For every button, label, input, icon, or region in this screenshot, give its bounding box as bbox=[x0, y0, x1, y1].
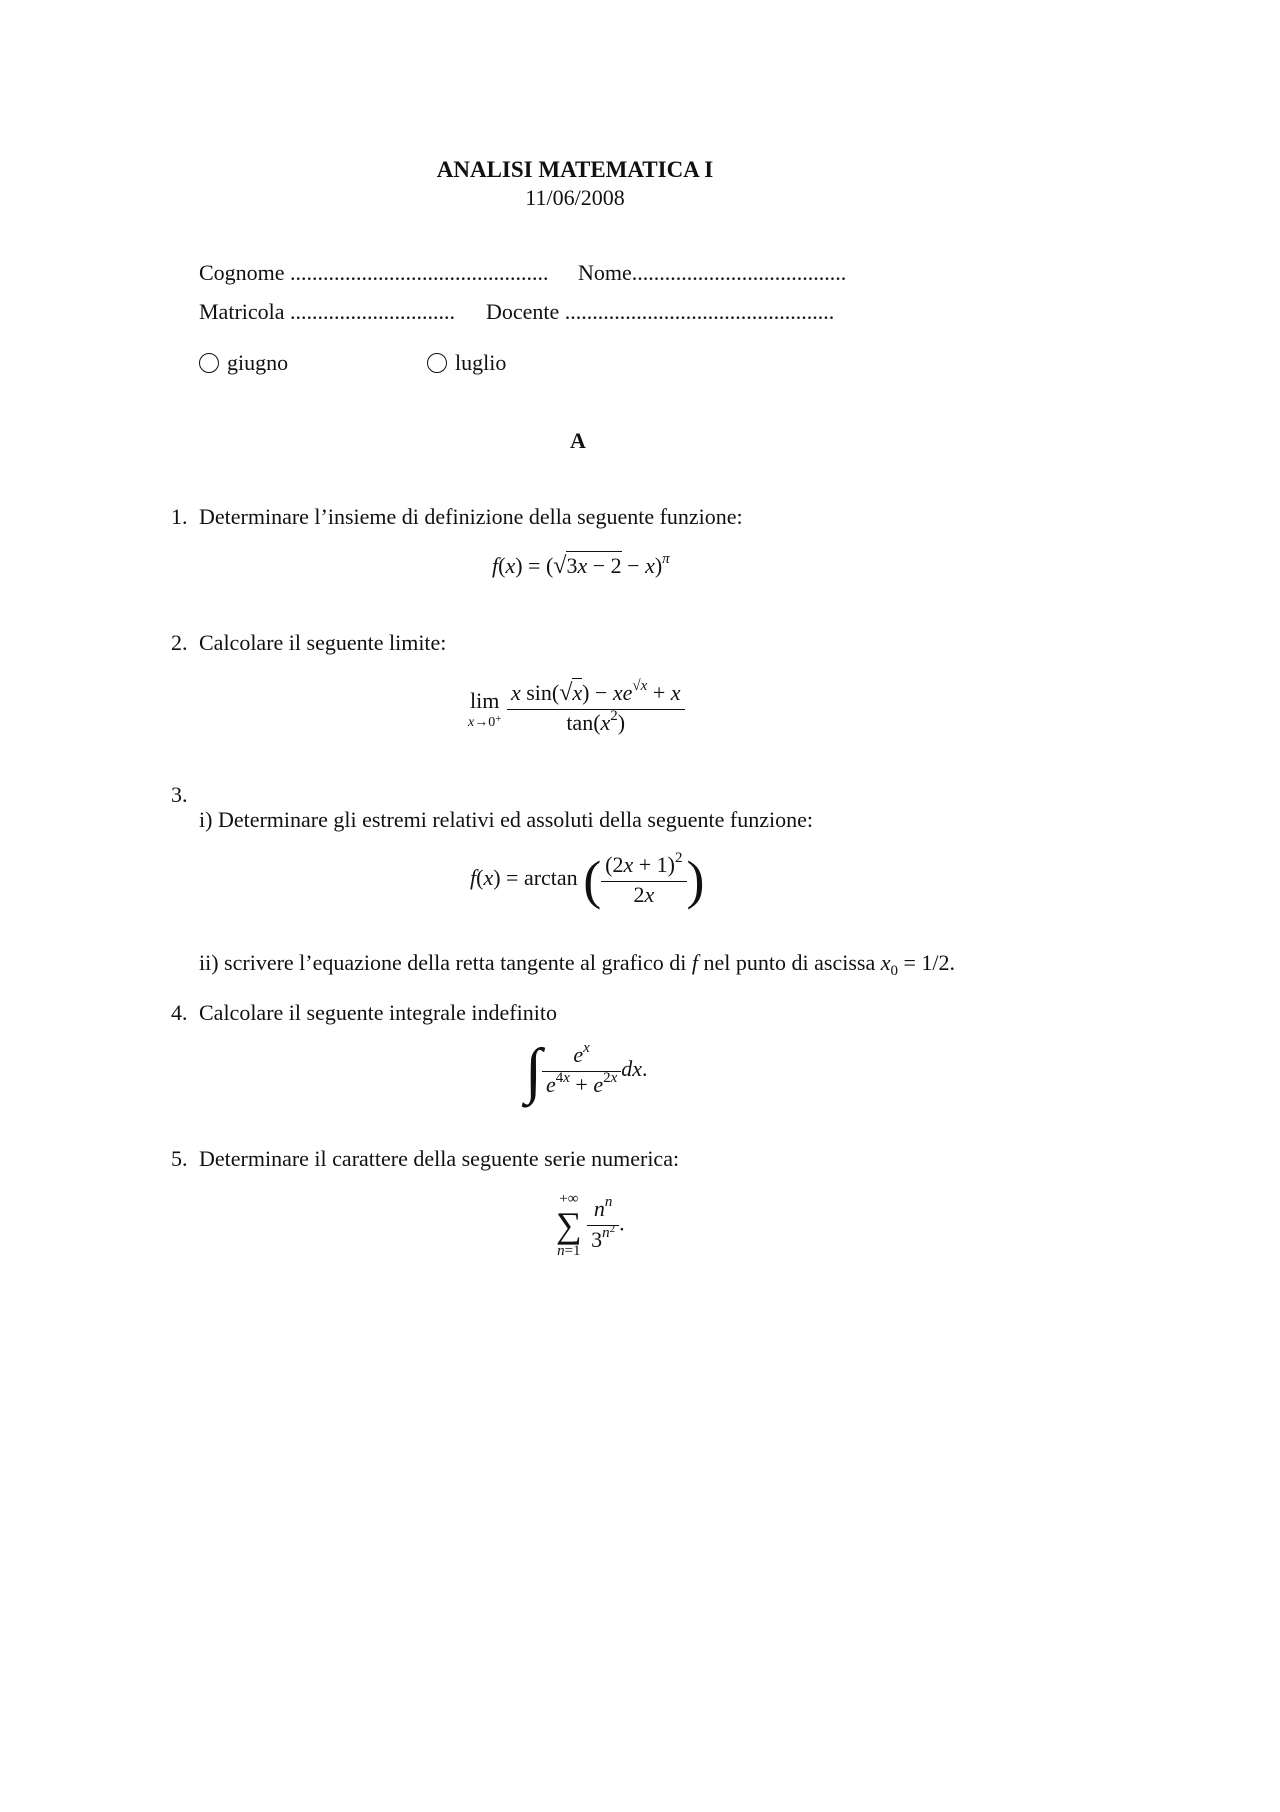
exercise-5-number: 5. bbox=[171, 1146, 188, 1171]
exam-date: 11/06/2008 bbox=[525, 185, 625, 210]
cognome-field[interactable]: Cognome ............................................... bbox=[199, 260, 549, 285]
formula-arctan: f(x) = arctan ( $\frac{(2x + 1)^2}{2x}$ ) bbox=[470, 850, 705, 910]
exercise-4-number: 4. bbox=[171, 1000, 188, 1025]
exercise-4-text: Calcolare il seguente integrale indefinito bbox=[199, 1000, 557, 1025]
exercise-3-part-i: i) Determinare gli estremi relativi ed assoluti della seguente funzione: bbox=[199, 807, 813, 832]
exam-version: A bbox=[570, 428, 586, 453]
exam-title: ANALISI MATEMATICA I bbox=[436, 157, 714, 182]
radio-circle-icon[interactable] bbox=[427, 353, 447, 373]
formula-limit: lim x→0+ $\frac{x \sin(√x) - xe^{√x} + x}{\tan(x^2)}$ bbox=[468, 680, 685, 739]
nome-field[interactable]: Nome....................................... bbox=[578, 260, 847, 285]
option-july-label: luglio bbox=[455, 350, 507, 375]
option-june-label: giugno bbox=[227, 350, 289, 375]
option-july[interactable] bbox=[427, 350, 506, 376]
docente-field[interactable]: Docente ................................................. bbox=[486, 299, 835, 324]
exercise-1-text: Determinare l’insieme di definizione della seguente funzione: bbox=[199, 504, 743, 529]
exercise-1-number: 1. bbox=[171, 504, 188, 529]
formula-domain: $f(x) = (√3x - 2 - x)^\pi$ bbox=[492, 551, 670, 579]
exercise-3-part-ii: ii) scrivere l’equazione della retta tangente al grafico di f nel punto di ascissa $x_0 = 1/2$. bbox=[199, 950, 956, 979]
option-june[interactable] bbox=[199, 350, 288, 376]
radio-circle-icon[interactable] bbox=[199, 353, 219, 373]
exercise-5-text: Determinare il carattere della seguente serie numerica: bbox=[199, 1146, 680, 1171]
formula-series: +∞ ∑ n=1 $\frac{n^n}{3^{n^2}}$ . bbox=[556, 1191, 625, 1259]
exercise-2-text: Calcolare il seguente limite: bbox=[199, 630, 447, 655]
exercise-2-number: 2. bbox=[171, 630, 188, 655]
matricola-field[interactable]: Matricola .............................. bbox=[199, 299, 456, 324]
formula-integral: ∫ $\frac{e^x}{e^{4x} + e^{2x}}$ dx. bbox=[525, 1037, 648, 1105]
exercise-3-number: 3. bbox=[171, 782, 188, 807]
